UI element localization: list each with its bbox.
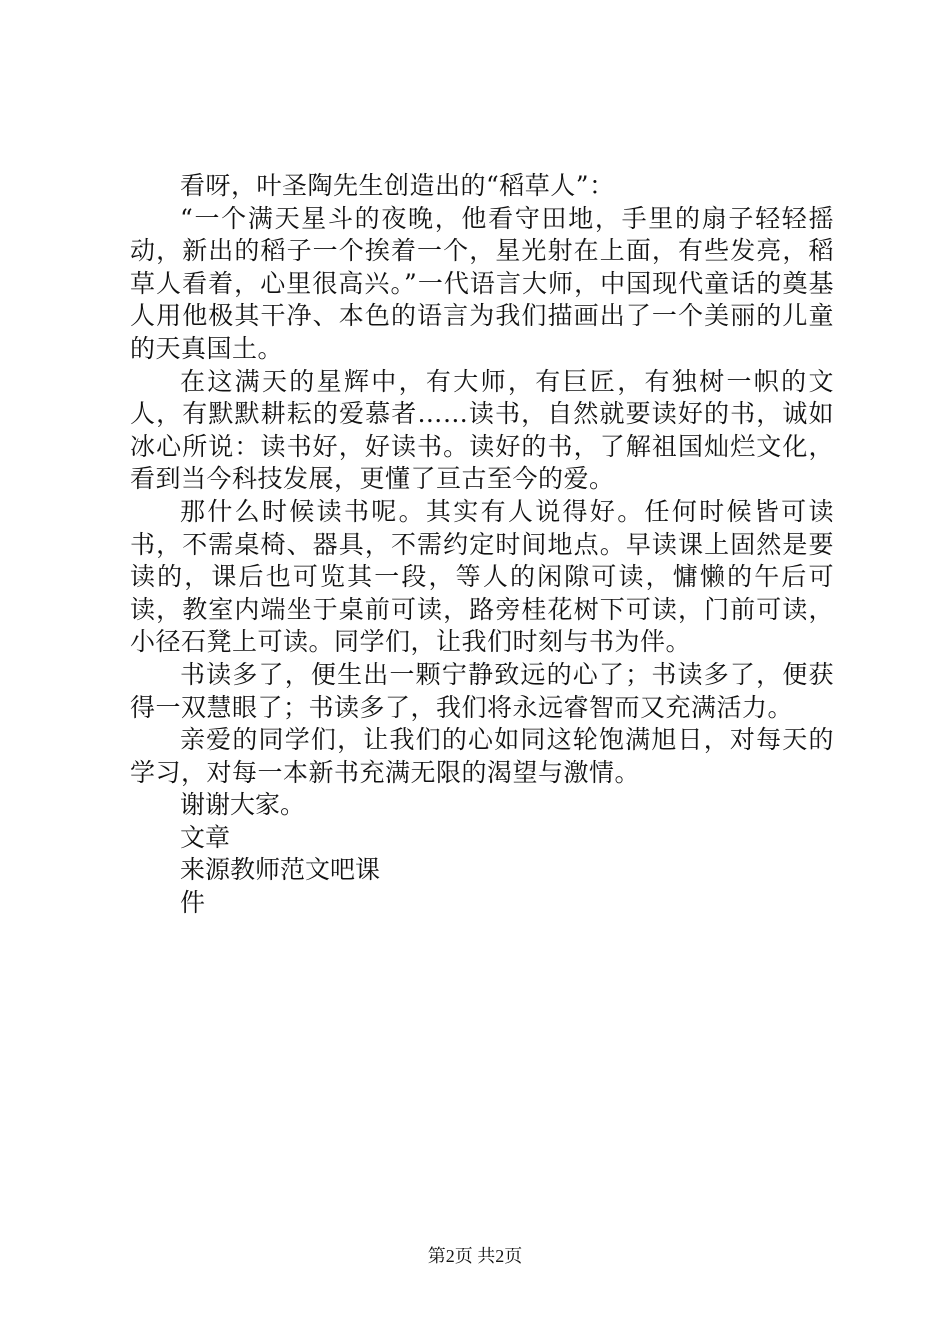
document-body — [130, 170, 834, 920]
paragraph-1: 看呀，叶圣陶先生创造出的“稻草人”： — [180, 171, 615, 200]
closing-line-1: 谢谢大家。 — [180, 790, 306, 820]
closing-line-2: 文章 — [180, 822, 231, 852]
closing-line-4: 件 — [180, 888, 206, 918]
paragraph-5: 书读多了，便生出一颗宁静致远的心了；书读多了，便获得一双慧眼了；书读多了，我们将永远睿智而又充满活力。 — [130, 659, 834, 722]
closing-line-3: 来源教师范文吧课 — [180, 855, 381, 885]
paragraph-4: 那什么时候读书呢。其实有人说得好。任何时候皆可读书，不需桌椅、器具，不需约定时间地点。早读课上固然是要读的，课后也可览其一段，等人的闲隙可读，慵懒的午后可读，教室内端坐于桌前可读，路旁桂花树下可读，门前可读，小径石凳上可读。同学们，让我们时刻与书为伴。 — [130, 496, 834, 657]
page-number: 第2页 共2页 — [427, 1246, 523, 1266]
paragraph-2: “一个满天星斗的夜晚，他看守田地，手里的扇子轻轻摇动，新出的稻子一个挨着一个，星光射在上面，有些发亮，稻草人看着，心里很高兴。”一代语言大师，中国现代童话的奠基人用他极其干净、本色的语言为我们描画出了一个美丽的儿童的天真国土。 — [130, 203, 834, 363]
paragraph-3: 在这满天的星辉中，有大师，有巨匠，有独树一帜的文人，有默默耕耘的爱慕者……读书，自然就要读好的书，诚如冰心所说：读书好，好读书。读好的书，了解祖国灿烂文化，看到当今科技发展，更懂了亘古至今的爱。 — [130, 366, 834, 494]
paragraph-6: 亲爱的同学们，让我们的心如同这轮饱满旭日，对每天的学习，对每一本新书充满无限的渴望与激情。 — [130, 725, 834, 787]
